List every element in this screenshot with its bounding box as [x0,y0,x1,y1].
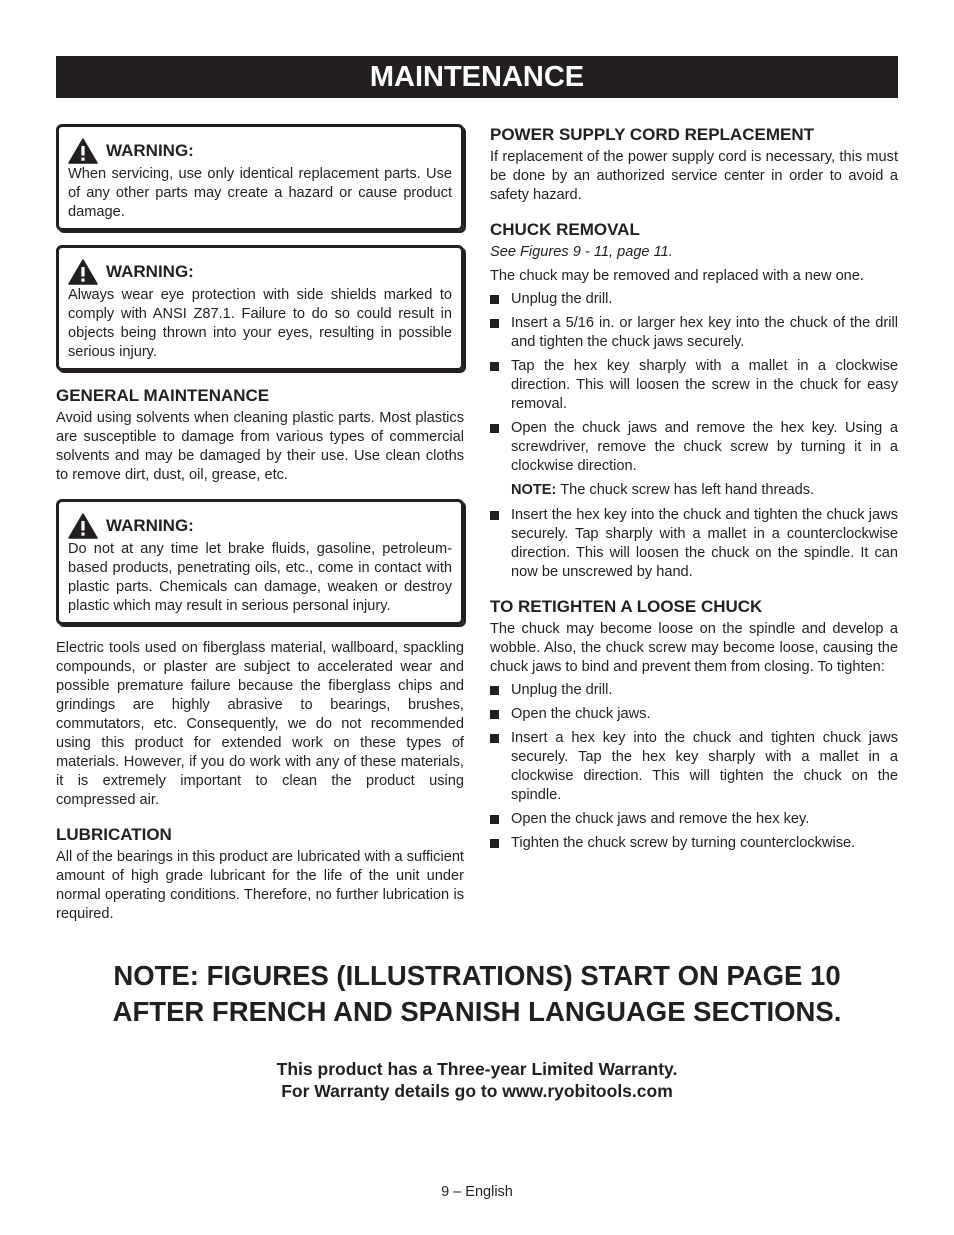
chuck-removal-section [490,219,898,582]
figures-note-line-1: NOTE: FIGURES (ILLUSTRATIONS) START ON PAGE 10 [113,960,841,991]
left-column [56,124,464,938]
bullet-square-icon [490,815,499,824]
chuck-removal-steps [490,290,898,476]
bullet-square-icon [490,710,499,719]
warning-label: WARNING: [106,141,194,160]
section-heading: GENERAL MAINTENANCE [56,386,270,405]
lubrication-section [56,824,464,924]
figures-note-line-2: AFTER FRENCH AND SPANISH LANGUAGE SECTIONS. [112,996,842,1027]
retighten-steps [490,681,898,853]
electric-tools-section [56,639,464,810]
warning-text: Always wear eye protection with side shields marked to comply with ANSI Z87.1. Failure to do so could result in objects being thrown into your eyes, resulting in possible serious injury. [68,287,452,360]
section-heading: LUBRICATION [56,825,172,844]
list-item [490,834,898,853]
section-heading: POWER SUPPLY CORD REPLACEMENT [490,125,814,144]
bullet-square-icon [490,295,499,304]
note-label: NOTE: [511,482,557,498]
list-item-text: Insert a hex key into the chuck and tighten chuck jaws securely. Tap the hex key sharply with a mallet in a clockwise direction. This will tighten the chuck on the spindle. [511,730,898,803]
note-text: The chuck screw has left hand threads. [556,482,815,498]
list-item [490,705,898,724]
section-heading: CHUCK REMOVAL [490,220,640,239]
warranty-note [56,1058,898,1102]
bullet-square-icon [490,319,499,328]
list-item [490,290,898,309]
list-item [490,419,898,476]
list-item [490,729,898,805]
list-item [490,681,898,700]
warning-triangle-icon [68,138,98,164]
bullet-square-icon [490,362,499,371]
list-item-text: Tighten the chuck screw by turning counterclockwise. [511,835,856,851]
list-item [490,506,898,582]
warning-triangle-icon [68,513,98,539]
list-item-text: Insert a 5/16 in. or larger hex key into the chuck of the drill and tighten the chuck jaws securely. [511,315,898,350]
section-heading: TO RETIGHTEN A LOOSE CHUCK [490,597,763,616]
section-body: If replacement of the power supply cord is necessary, this must be done by an authorized service center in order to avoid a safety hazard. [490,149,898,203]
warning-triangle-icon [68,259,98,285]
bullet-square-icon [490,734,499,743]
list-item [490,357,898,414]
list-item [490,314,898,352]
list-item-text: Open the chuck jaws and remove the hex key. Using a screwdriver, remove the chuck screw by turning it in a clockwise direction. [511,420,898,474]
right-column [490,124,898,867]
list-item-text: Insert the hex key into the chuck and tighten the chuck jaws securely. Tap sharply with a mallet in a counterclockwise direction. This will loosen the chuck on the spindle. It can now be unscrewed by hand. [511,507,898,580]
power-cord-section [490,124,898,205]
warning-label: WARNING: [106,516,194,535]
list-item-text: Open the chuck jaws. [511,706,651,722]
section-intro: The chuck may become loose on the spindle and develop a wobble. Also, the chuck screw may become loose, causing the chuck jaws to bind and prevent them from closing. To tighten: [490,621,898,675]
warning-header [68,137,452,165]
warning-label: WARNING: [106,262,194,281]
warning-box-eye-protection [56,245,464,371]
chuck-note [490,481,898,500]
warning-text: Do not at any time let brake fluids, gasoline, petroleum-based products, penetrating oils, etc., come in contact with plastic parts. Chemicals can damage, weaken or destroy plastic which may result in serious personal injury. [68,541,452,614]
bullet-square-icon [490,424,499,433]
list-item-text: Tap the hex key sharply with a mallet in a clockwise direction. This will loosen the screw in the chuck for easy removal. [511,358,898,412]
section-intro: The chuck may be removed and replaced with a new one. [490,268,864,284]
retighten-chuck-section [490,596,898,853]
chuck-removal-last-step [490,506,898,582]
warranty-line-2: For Warranty details go to www.ryobitools.com [281,1081,673,1101]
warning-box-replacement-parts [56,124,464,231]
figure-reference: See Figures 9 - 11, page 11. [490,244,673,260]
warranty-line-1: This product has a Three-year Limited Warranty. [276,1059,678,1079]
bullet-square-icon [490,686,499,695]
page-title: MAINTENANCE [56,56,898,98]
bullet-square-icon [490,511,499,520]
bullet-square-icon [490,839,499,848]
section-body: Avoid using solvents when cleaning plastic parts. Most plastics are susceptible to damage from various types of commercial solvents and may be damaged by their use. Use clean cloths to remove dirt, dust, oil, grease, etc. [56,410,464,483]
list-item-text: Unplug the drill. [511,682,613,698]
section-body: All of the bearings in this product are lubricated with a sufficient amount of high grade lubricant for the life of the unit under normal operating conditions. Therefore, no further lubrication is required. [56,849,464,922]
page-number: 9 – English [441,1184,513,1200]
warning-text: When servicing, use only identical replacement parts. Use of any other parts may create a hazard or cause product damage. [68,166,452,220]
list-item [490,810,898,829]
electric-tools-text: Electric tools used on fiberglass material, wallboard, spackling compounds, or plaster are subject to accelerated wear and possible premature failure because the fiberglass chips and grindings are highly abrasive to bearings, brushes, commutators, etc. Consequently, we do not recommended using this product for extended work on these types of materials. However, if you do work with any of these materials, it is extremely important to clean the product using compressed air. [56,640,464,808]
list-item-text: Open the chuck jaws and remove the hex key. [511,811,810,827]
warning-box-chemicals [56,499,464,625]
warning-header [68,512,452,540]
list-item-text: Unplug the drill. [511,291,613,307]
general-maintenance-section [56,385,464,485]
warning-header [68,258,452,286]
figures-note [56,958,898,1030]
